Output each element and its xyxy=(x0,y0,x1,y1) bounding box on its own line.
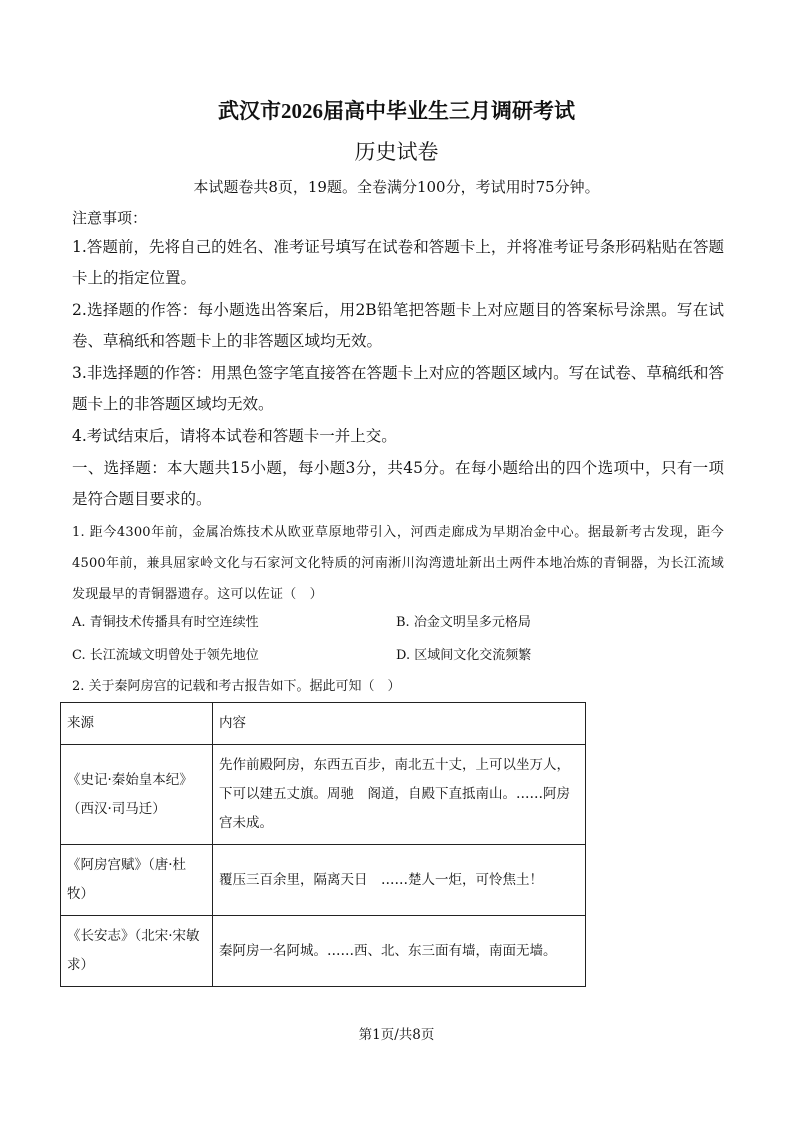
source-table xyxy=(60,702,586,987)
notice-item-4: 4.考试结束后，请将本试卷和答题卡一并上交。 xyxy=(72,427,397,445)
notice-item-1: 1.答题前，先将自己的姓名、准考证号填写在试卷和答题卡上，并将准考证号条形码粘贴在答题卡上的指定位置。 xyxy=(72,238,724,287)
table-cell-source: 《长安志》（北宋·宋敏求） xyxy=(61,916,213,987)
page-footer: 第1页/共8页 xyxy=(358,1027,435,1043)
table-row xyxy=(61,745,586,845)
question-1-option-c: C. 长江流域文明曾处于领先地位 xyxy=(72,648,259,663)
exam-meta: 本试题卷共8页，19题。全卷满分100分，考试用时75分钟。 xyxy=(193,178,600,196)
table-cell-content: 先作前殿阿房，东西五百步，南北五十丈，上可以坐万人，下可以建五丈旗。周驰 阁道，自殿下直抵南山。……阿房宫未成。 xyxy=(212,745,585,845)
table-cell-content: 覆压三百余里，隔离天日 ……楚人一炬，可怜焦土！ xyxy=(212,845,585,916)
table-cell-source: 《阿房宫赋》（唐·杜牧） xyxy=(61,845,213,916)
question-1-stem: 1. 距今4300年前，金属冶炼技术从欧亚草原地带引入，河西走廊成为早期冶金中心。据最新考古发现，距今4500年前，兼具屈家岭文化与石家河文化特质的河南淅川沟湾遗址新出土两件本地冶炼的青铜器，为长江流域发现最早的青铜器遗存。这可以佐证（ ） xyxy=(72,525,724,602)
table-row xyxy=(61,916,586,987)
section-intro: 一、选择题：本大题共15小题，每小题3分，共45分。在每小题给出的四个选项中，只有一项是符合题目要求的。 xyxy=(72,459,724,508)
exam-title: 武汉市2026届高中毕业生三月调研考试 xyxy=(218,99,575,123)
question-1-option-b: B. 冶金文明呈多元格局 xyxy=(396,615,531,630)
notice-heading: 注意事项： xyxy=(72,209,148,227)
question-2-stem: 2. 关于秦阿房宫的记载和考古报告如下。据此可知（ ） xyxy=(72,679,401,694)
question-1-option-d: D. 区域间文化交流频繁 xyxy=(396,648,532,663)
table-header-source: 来源 xyxy=(61,703,213,745)
question-1-option-a: A. 青铜技术传播具有时空连续性 xyxy=(72,615,259,630)
table-cell-source: 《史记·秦始皇本纪》（西汉·司马迁） xyxy=(61,745,213,845)
table-header-row xyxy=(61,703,586,745)
table-row xyxy=(61,845,586,916)
exam-subtitle: 历史试卷 xyxy=(354,140,439,164)
table-header-content: 内容 xyxy=(212,703,585,745)
table-cell-content: 秦阿房一名阿城。……西、北、东三面有墙，南面无墙。 xyxy=(212,916,585,987)
notice-item-2: 2.选择题的作答：每小题选出答案后，用2B铅笔把答题卡上对应题目的答案标号涂黑。写在试卷、草稿纸和答题卡上的非答题区域均无效。 xyxy=(72,301,724,350)
notice-item-3: 3.非选择题的作答：用黑色签字笔直接答在答题卡上对应的答题区域内。写在试卷、草稿纸和答题卡上的非答题区域均无效。 xyxy=(72,364,724,413)
